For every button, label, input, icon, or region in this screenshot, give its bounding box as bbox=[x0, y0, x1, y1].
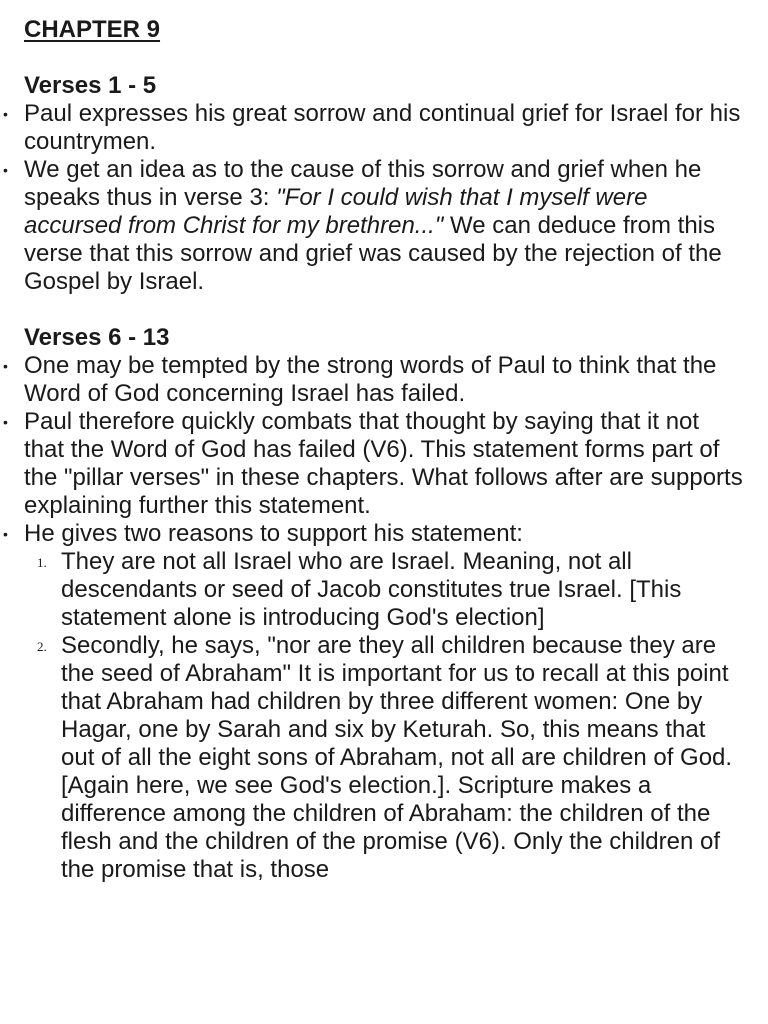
bullet-text-before-quote: We get an idea as to the cause of this sorrow and grief when he speaks thus in verse 3: bbox=[24, 156, 702, 211]
numbered-item bbox=[37, 632, 744, 884]
list-item bbox=[24, 100, 744, 156]
bullet-list-verses-6-13 bbox=[24, 352, 744, 884]
bullet-text: Paul expresses his great sorrow and continual grief for Israel for his countrymen. bbox=[24, 100, 741, 155]
list-item bbox=[24, 408, 744, 520]
chapter-title: CHAPTER 9 bbox=[24, 16, 161, 43]
list-item bbox=[24, 156, 744, 296]
reasons-list bbox=[24, 548, 744, 884]
verse-quote: "For I could wish that I myself were accursed from Christ for my brethren..." bbox=[24, 184, 648, 239]
section-heading-verses-6-13: Verses 6 - 13 bbox=[24, 324, 170, 351]
bullet-text: He gives two reasons to support his statement: bbox=[24, 520, 523, 547]
item-number: 2. bbox=[37, 639, 47, 654]
bullet-text: Paul therefore quickly combats that thought by saying that it not that the Word of God has failed (V6). This statement forms part of the "pillar verses" in these chapters. What follows after are supports explaining further this statement. bbox=[24, 408, 743, 519]
bullet-text: One may be tempted by the strong words of Paul to think that the Word of God concerning Israel has failed. bbox=[24, 352, 717, 407]
numbered-item bbox=[37, 548, 744, 632]
item-number: 1. bbox=[37, 555, 47, 570]
list-item bbox=[24, 520, 744, 884]
section-heading-verses-1-5: Verses 1 - 5 bbox=[24, 72, 157, 99]
bullet-list-verses-1-5 bbox=[24, 100, 744, 296]
numbered-item-text: They are not all Israel who are Israel. Meaning, not all descendants or seed of Jacob constitutes true Israel. [This statement alone is introducing God's election] bbox=[61, 548, 682, 631]
bullet-text-after-quote: We can deduce from this verse that this sorrow and grief was caused by the rejection of the Gospel by Israel. bbox=[24, 212, 722, 295]
list-item bbox=[24, 352, 744, 408]
numbered-item-text: Secondly, he says, "nor are they all children because they are the seed of Abraham" It is important for us to recall at this point that Abraham had children by three different women: One by Hagar, one by Sarah and six by Keturah. So, this means that out of all the eight sons of Abraham, not all are children of God. [Again here, we see God's election.]. Scripture makes a difference among the children of Abraham: the children of the flesh and the children of the promise (V6). Only the children of the promise that is, those bbox=[61, 632, 733, 883]
